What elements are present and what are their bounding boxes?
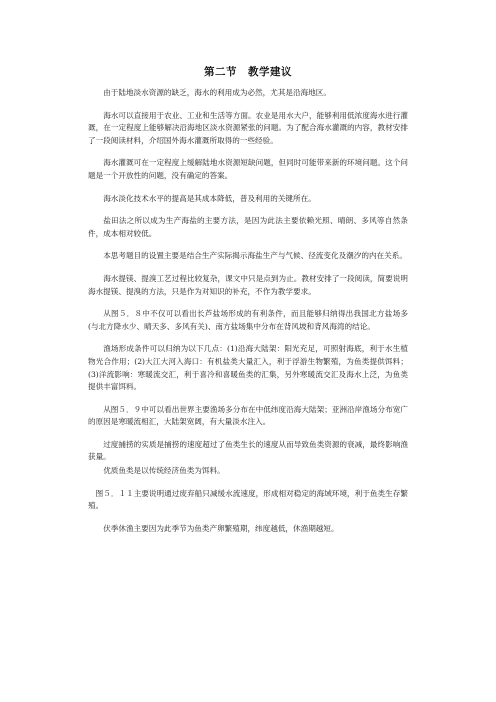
paragraph: 渔场形成条件可以归纳为以下几点：(1)沿海大陆架：阳光充足，可照射海底，利于水生植物光合作用；(2)大江大河入海口：有机盐类大量汇入，利于浮游生物繁殖，为鱼类提供饵料；(3)洋流影响：寒暖流交汇，利于喜冷和喜暖鱼类的汇集，另外寒暖流交汇及海水上泛，为鱼类提供丰富饵料。 [88,344,408,392]
paragraph: 从图５．９中可以看出世界主要渔场多分布在中低纬度沿海大陆架；亚洲沿岸渔场分布宽广的原因是寒暖流相汇，大陆架宽阔，有大量淡水注入。 [88,404,408,427]
paragraph: 本思考题目的设置主要是结合生产实际揭示海盐生产与气候、径流变化及潮汐的内在关系。 [103,251,407,261]
paragraph: 图５．１１主要说明通过废弃船只减缓水流速度，形成相对稳定的海域环境，利于鱼类生存繁殖。 [88,488,408,511]
paragraph: 从图５．８中不仅可以看出长芦盐场形成的有利条件，而且能够归纳得出我国北方盐场多(与北方降水少、晴天多、多风有关)、南方盐场集中分布在背风坡和背风海湾的结论。 [88,309,408,331]
paragraph: 海水提镁、提溴工艺过程比较复杂，课文中只是点到为止。教材安排了一段阅读，简要说明海水提镁、提溴的方法，只是作为对知识的补充，不作为教学要求。 [88,273,408,296]
paragraph: 优质鱼类是以传统经济鱼类为饵料。 [103,466,225,476]
paragraph: 过度捕捞的实质是捕捞的速度超过了鱼类生长的速度从而导致鱼类资源的衰减，最终影响渔获量。 [88,439,408,462]
paragraph: 海水可以直接用于农业、工业和生活等方面。农业是用水大户，能够利用低浓度海水进行灌溉，在一定程度上能够解决沿海地区淡水资源紧张的问题。为了配合海水灌溉的内容，教材安排了一段阅读材料，介绍国外海水灌溉所取得的一些经验。 [88,110,408,145]
paragraph: 由于陆地淡水资源的缺乏，海水的利用成为必然，尤其是沿海地区。 [103,88,331,97]
section-title: 第二节 教学建议 [204,66,292,78]
document-page [88,64,408,545]
paragraph: 伏季休渔主要因为此季节为鱼类产卵繁殖期，纬度越低，休渔期越短。 [103,523,339,533]
paragraph: 海水淡化技术水平的提高是其成本降低，普及利用的关键所在。 [103,193,316,203]
paragraph: 海水灌溉可在一定程度上缓解陆地水资源短缺问题，但同时可能带来新的环境问题。这个问题是一个开放性的问题，没有确定的答案。 [88,158,408,180]
paragraph: 盐田法之所以成为生产海盐的主要方法，是因为此法主要依赖光照、晴朗、多风等自然条件，成本相对较低。 [88,216,408,238]
